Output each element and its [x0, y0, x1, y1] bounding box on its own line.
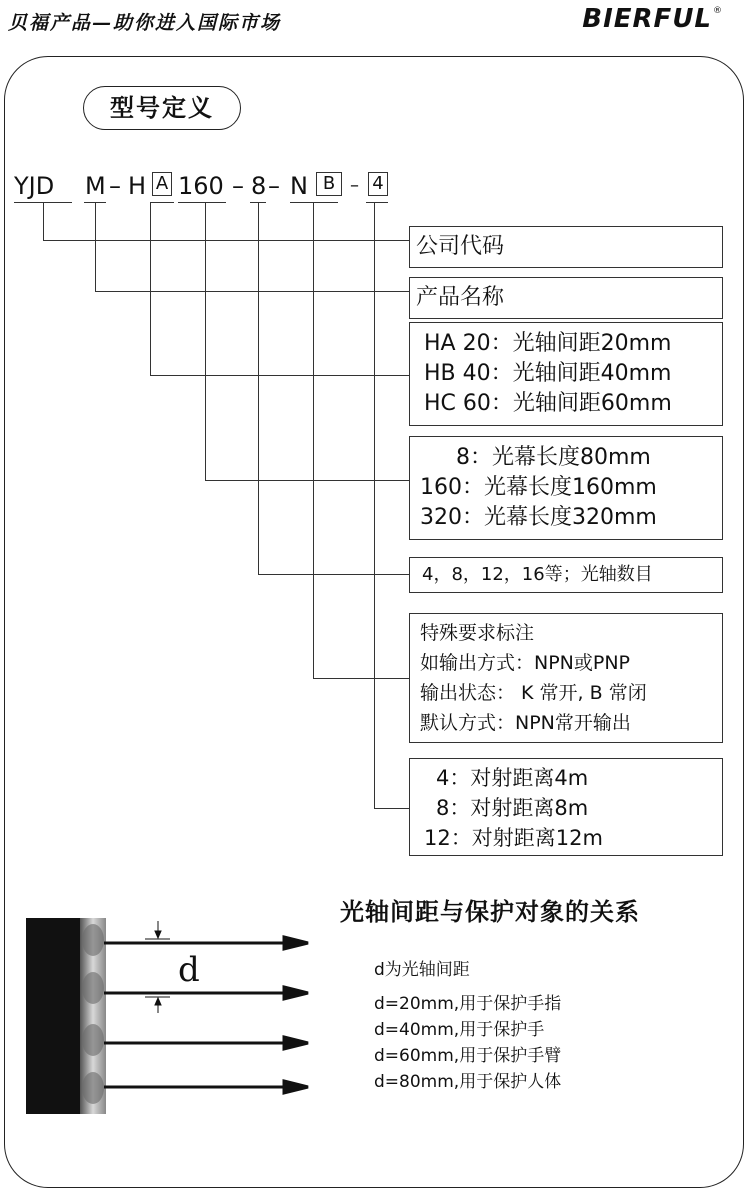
connector-line [95, 202, 96, 291]
company-code-box [409, 226, 723, 268]
beam-count-box [409, 557, 723, 593]
brand-logo: BIERFUL [582, 4, 712, 34]
definition-line: 如输出方式：NPN或PNP [420, 652, 631, 674]
connector-line [150, 375, 409, 376]
definition-line: 160：光幕长度160mm [420, 475, 657, 500]
legend-item: d=80mm,用于保护人体 [374, 1072, 562, 1092]
legend-item: d=20mm,用于保护手指 [374, 994, 562, 1014]
connector-line [205, 202, 206, 480]
underline [150, 202, 174, 203]
definition-line: 默认方式：NPN常开输出 [420, 712, 631, 734]
beam-pitch-box [409, 322, 723, 426]
detection-range-box [409, 758, 723, 856]
code-beams: 8 [251, 172, 267, 200]
relation-title: 光轴间距与保护对象的关系 [340, 897, 640, 926]
definition-line: 320：光幕长度320mm [420, 505, 657, 530]
connector-line [95, 291, 409, 292]
header-slogan: 贝福产品—助你进入国际市场 [8, 12, 282, 34]
product-name-box [409, 277, 723, 319]
connector-line [258, 202, 259, 574]
underline [290, 202, 338, 203]
definition-text: 4，8，12，16等；光轴数目 [422, 564, 653, 585]
light-curtain-emitter-illustration [26, 918, 106, 1114]
connector-line [374, 202, 375, 808]
beam-arrows [100, 915, 315, 1115]
underline [178, 202, 226, 203]
definition-line: 4：对射距离4m [436, 766, 589, 790]
page-title: 型号定义 [83, 86, 241, 130]
connector-line [313, 202, 314, 678]
connector-line [374, 808, 409, 809]
code-dash: – [350, 175, 359, 196]
legend-title: d为光轴间距 [374, 960, 470, 980]
code-special-box: B [316, 172, 342, 196]
definition-line: 12：对射距离12m [424, 826, 603, 850]
connector-line [150, 202, 151, 375]
legend-item: d=60mm,用于保护手臂 [374, 1046, 562, 1066]
underline [366, 202, 388, 203]
definition-line: 输出状态： K 常开, B 常闭 [420, 682, 647, 704]
connector-line [313, 678, 409, 679]
connector-line [43, 202, 44, 240]
registered-mark: ® [713, 6, 722, 16]
definition-line: HB 40：光轴间距40mm [424, 361, 672, 386]
definition-text: 公司代码 [416, 234, 505, 259]
code-product: M [85, 172, 106, 200]
definition-line: 特殊要求标注 [420, 622, 535, 644]
code-range-box: 4 [368, 172, 388, 196]
connector-line [43, 240, 409, 241]
pitch-d-label: d [178, 950, 200, 990]
code-dash: – [268, 172, 280, 200]
special-requirements-box [409, 613, 723, 743]
definition-line: 8：对射距离8m [436, 796, 589, 820]
code-h: H [128, 172, 147, 200]
connector-line [258, 574, 409, 575]
definition-line: HC 60：光轴间距60mm [424, 391, 672, 416]
code-dash: – [232, 172, 244, 200]
definition-line: HA 20：光轴间距20mm [424, 331, 672, 356]
code-pitch-box: A [152, 172, 172, 196]
definition-line: 8：光幕长度80mm [456, 445, 651, 470]
code-company: YJD [14, 172, 55, 200]
curtain-length-box [409, 436, 723, 540]
definition-text: 产品名称 [416, 285, 505, 310]
connector-line [205, 480, 409, 481]
legend-item: d=40mm,用于保护手 [374, 1020, 545, 1040]
code-length: 160 [178, 172, 224, 200]
code-dash: – [109, 172, 121, 200]
code-n: N [290, 172, 308, 200]
